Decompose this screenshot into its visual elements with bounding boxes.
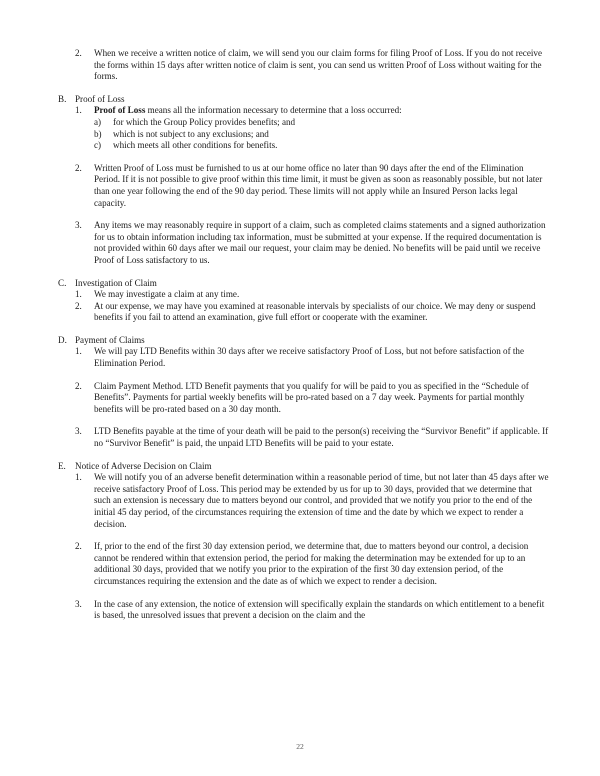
- clause-text: Payment of Claims: [75, 334, 145, 345]
- clause-E2: [75, 541, 550, 587]
- clause-B1c: [94, 140, 550, 152]
- clause-marker: b): [94, 128, 102, 139]
- clause-text: Claim Payment Method. LTD Benefit payments that you qualify for will be paid to you as specified in the “Schedule of Benefits”. Payments for partial weekly benefits will be pro-rated based on a 7 day week. Payments for partial monthly benefits will be pro-rated based on a 30 day month.: [94, 380, 529, 414]
- vertical-spacer: [52, 370, 550, 381]
- clause-B3: [75, 220, 550, 266]
- clause-text: At our expense, we may have you examined at reasonable intervals by specialists of our choice. We may deny or suspend benefits if you fail to attend an examination, give full effort or cooperate with the examiner.: [94, 300, 536, 323]
- clause-text: Any items we may reasonably require in support of a claim, such as completed claims statements and a signed authorization for us to obtain information including tax information, must be submitted at your expense. If the required documentation is not provided within 60 days after we mail our request, your claim may be denied. No benefits will be paid until we receive Proof of Loss satisfactory to us.: [94, 220, 546, 265]
- clause-text: We will pay LTD Benefits within 30 days after we receive satisfactory Proof of Loss, but not before satisfaction of the Elimination Period.: [94, 346, 525, 369]
- clause-C1: [75, 289, 550, 301]
- clause-marker: 1.: [75, 289, 82, 300]
- clause-B2: [75, 163, 550, 209]
- clause-marker: E.: [58, 460, 66, 471]
- clause-E3: [75, 599, 550, 622]
- clause-text: which meets all other conditions for benefits.: [113, 140, 278, 151]
- clause-marker: a): [94, 116, 102, 127]
- clause-marker: 2.: [75, 380, 82, 391]
- clause-marker: D.: [58, 334, 67, 345]
- clause-B1a: [94, 117, 550, 129]
- document-body: [52, 48, 550, 622]
- clause-B1: [75, 105, 550, 117]
- clause-marker: 3.: [75, 426, 82, 437]
- clause-D: [58, 335, 550, 347]
- clause-text: If, prior to the end of the first 30 day extension period, we determine that, due to matters beyond our control, a decision cannot be rendered within that extension period, the period for making the determination may be extended for up to an additional 30 days, provided that we notify you prior to the expiration of the first 30 day extension period, of the circumstances requiring the extension and the date as of which we expect to render a decision.: [94, 541, 529, 586]
- vertical-spacer: [52, 152, 550, 163]
- clause-C2: [75, 301, 550, 324]
- vertical-spacer: [52, 450, 550, 461]
- clause-D2: [75, 381, 550, 416]
- clause-marker: 1.: [75, 105, 82, 116]
- clause-text: LTD Benefits payable at the time of your death will be paid to the person(s) receiving the “Survivor Benefit” if applicable. If no “Survivor Benefit” is paid, the unpaid LTD Benefits will be paid to your estate.: [94, 426, 549, 449]
- clause-marker: B.: [58, 93, 67, 104]
- clause-text: We may investigate a claim at any time.: [94, 289, 240, 300]
- clause-text: Investigation of Claim: [75, 277, 157, 288]
- clause-marker: 2.: [75, 48, 82, 58]
- clause-D1: [75, 346, 550, 369]
- page-number: 22: [296, 742, 304, 751]
- clause-marker: 2.: [75, 300, 82, 311]
- clause-marker: C.: [58, 277, 67, 288]
- vertical-spacer: [52, 530, 550, 541]
- vertical-spacer: [52, 83, 550, 94]
- vertical-spacer: [52, 324, 550, 335]
- clause-marker: 3.: [75, 598, 82, 609]
- clause-text: Proof of Loss means all the information necessary to determine that a loss occurred:: [94, 105, 402, 116]
- clause-E: [58, 461, 550, 473]
- clause-text: Notice of Adverse Decision on Claim: [75, 460, 212, 471]
- vertical-spacer: [52, 588, 550, 599]
- clause-marker: 3.: [75, 220, 82, 231]
- clause-text: which is not subject to any exclusions; and: [113, 128, 269, 139]
- clause-text: for which the Group Policy provides benefits; and: [113, 116, 296, 127]
- clause-lead-term: Proof of Loss: [94, 105, 146, 116]
- clause-text: When we receive a written notice of claim, we will send you our claim forms for filing Proof of Loss. If you do not receive the forms within 15 days after written notice of claim is sent, you can send us written Proof of Loss without waiting for the forms.: [94, 48, 542, 82]
- vertical-spacer: [52, 415, 550, 426]
- clause-text: Proof of Loss: [75, 93, 125, 104]
- clause-E1: [75, 472, 550, 530]
- clause-text: Written Proof of Loss must be furnished to us at our home office no later than 90 days after the end of the Elimination Period. If it is not possible to give proof within this time limit, it must be given as soon as reasonably possible, but not later than one year following the end of the 90 day period. These limits will not apply while an Insured Person lacks legal capacity.: [94, 162, 543, 208]
- clause-text: We will notify you of an adverse benefit determination within a reasonable period of time, but not later than 45 days after we receive satisfactory Proof of Loss. This period may be extended by us for up to 30 days, provided that we determine that such an extension is necessary due to matters beyond our control, and provided that we notify you prior to the end of the initial 45 day period, of the circumstances requiring the extension of time and the date by which we expect to render a decision.: [94, 472, 549, 529]
- clause-marker: c): [94, 140, 102, 151]
- clause-B1b: [94, 129, 550, 141]
- clause-B: [58, 94, 550, 106]
- clause-C: [58, 278, 550, 290]
- clause-text: In the case of any extension, the notice of extension will specifically explain the standards on which entitlement to a benefit is based, the unresolved issues that prevent a decision on the claim and the: [94, 598, 545, 621]
- clause-marker: 2.: [75, 541, 82, 552]
- clause-marker: 1.: [75, 346, 82, 357]
- clause-marker: 1.: [75, 472, 82, 483]
- clause-D3: [75, 426, 550, 449]
- vertical-spacer: [52, 209, 550, 220]
- vertical-spacer: [52, 267, 550, 278]
- clause-a2: [75, 48, 550, 83]
- clause-marker: 2.: [75, 162, 82, 173]
